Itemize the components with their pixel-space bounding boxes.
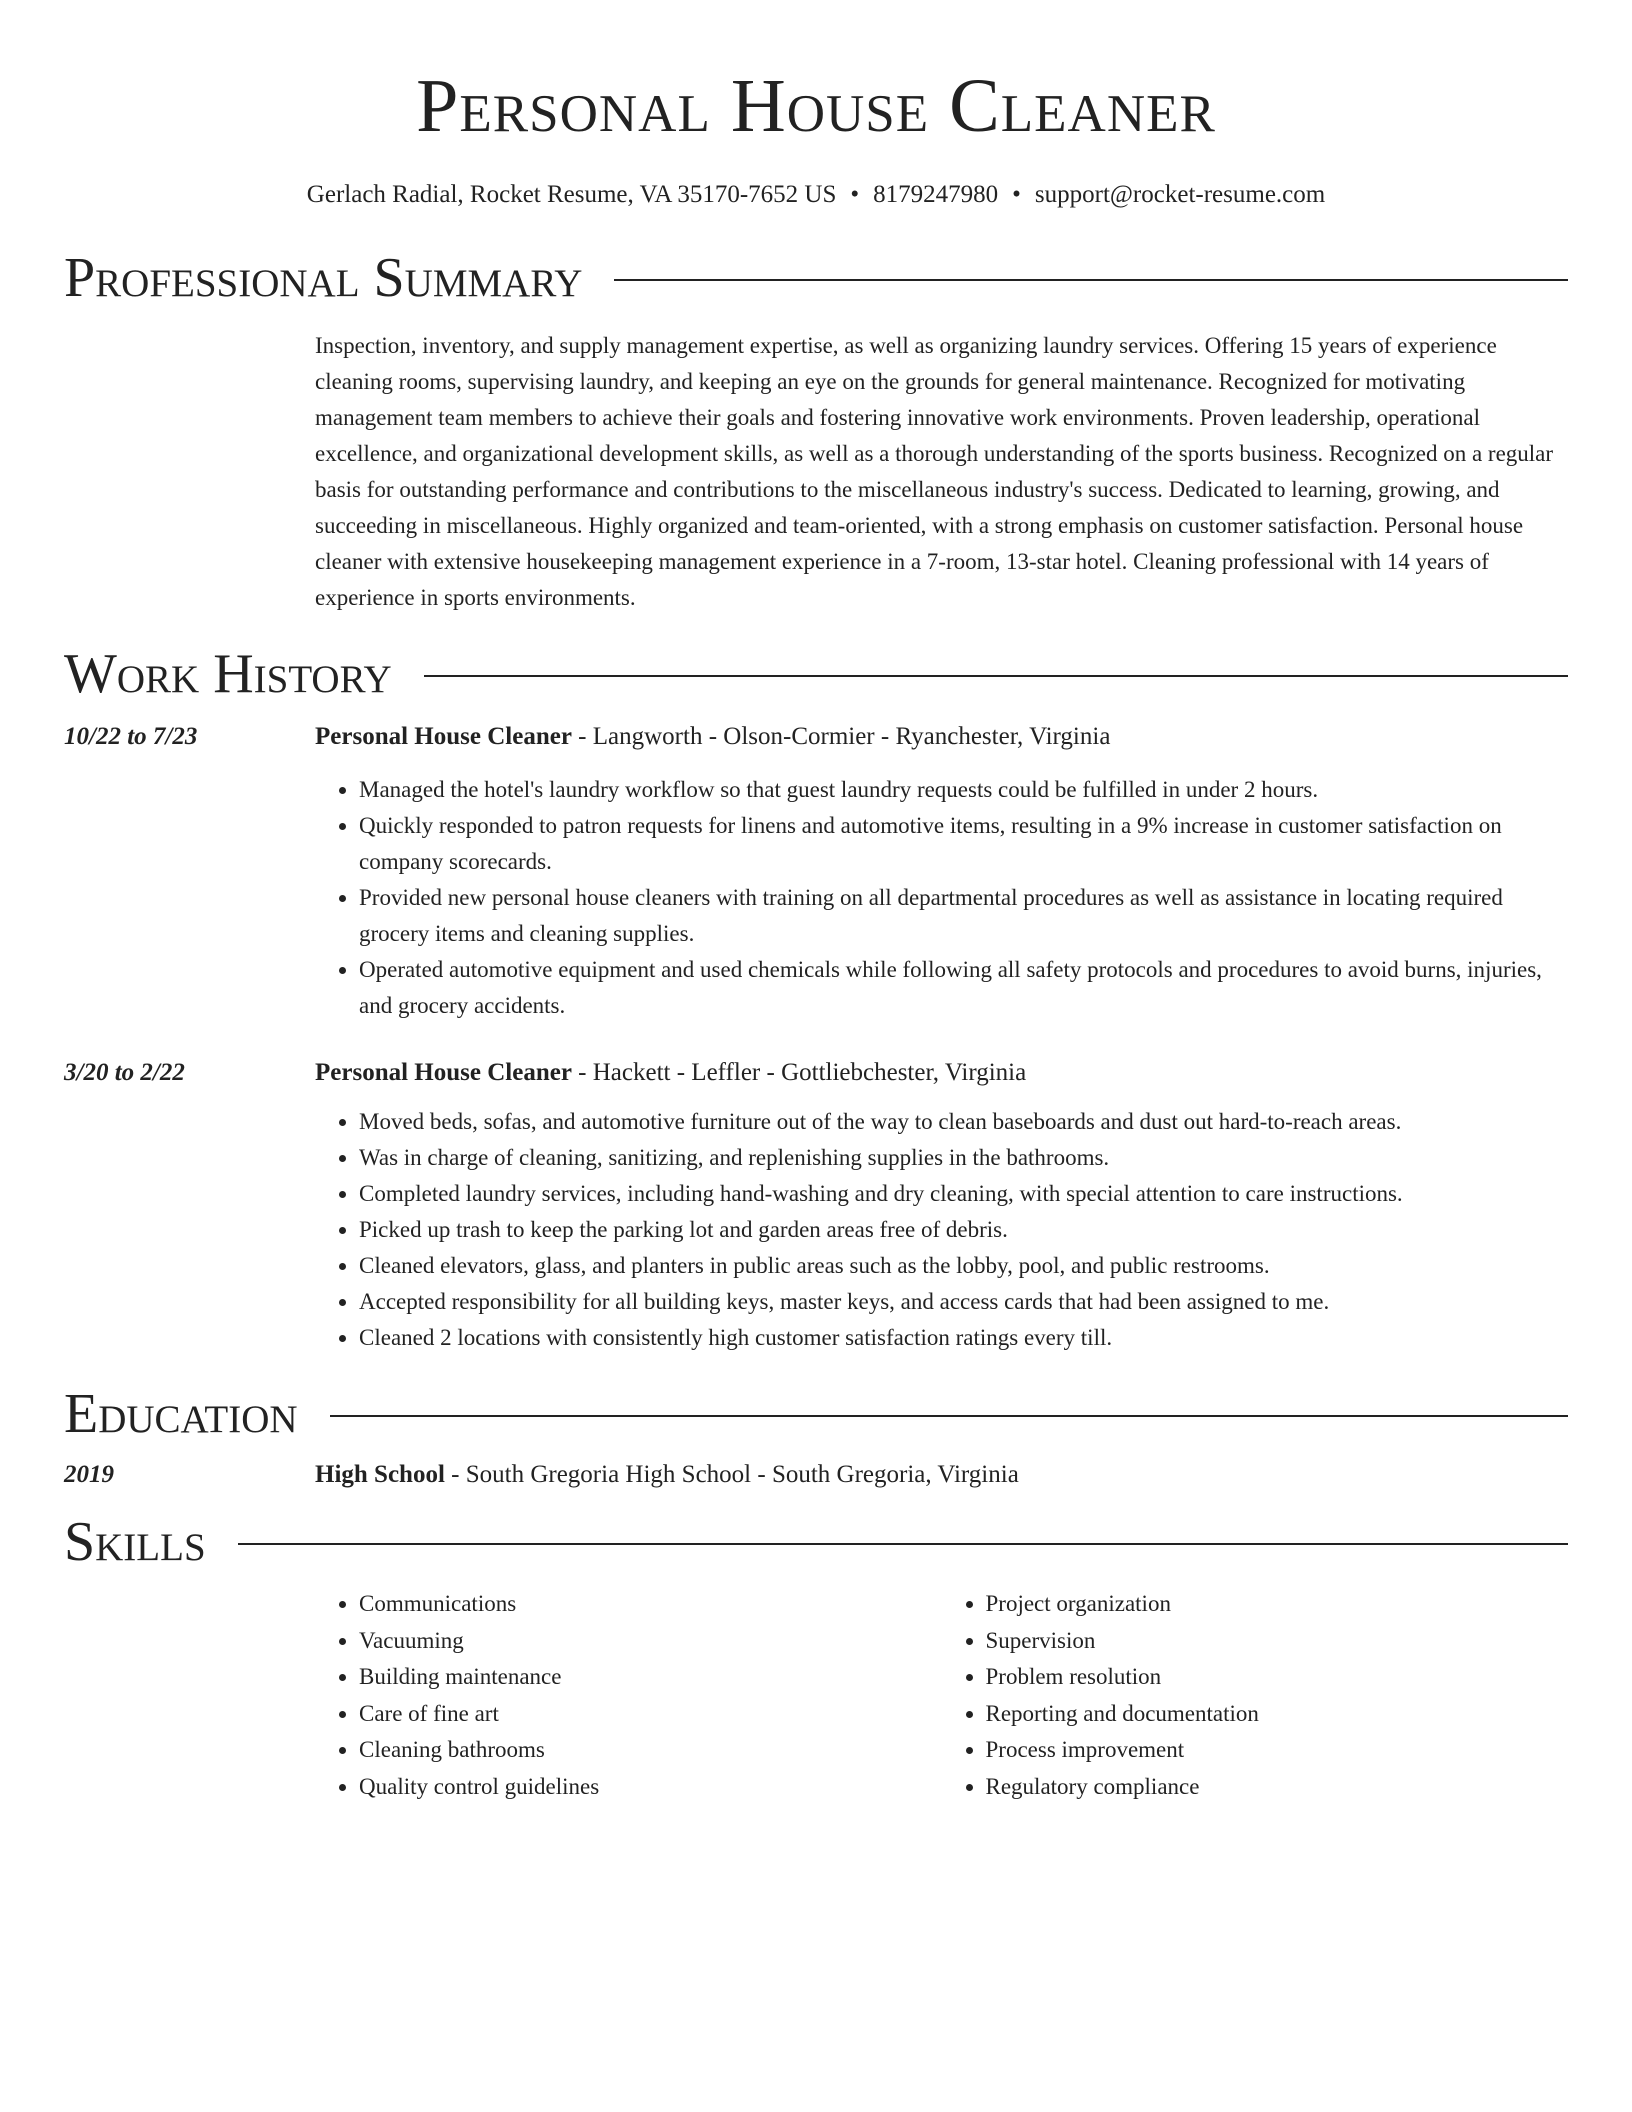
separator-dot: • xyxy=(850,181,860,208)
job-employer: - Langworth - Olson-Cormier - Ryanchester, Virginia xyxy=(571,723,1111,750)
skill-item: • Reporting and documentation xyxy=(986,1696,1569,1733)
skills-column-right xyxy=(942,1586,1569,1805)
job-duty: • Picked up trash to keep the parking lot and garden areas free of debris. xyxy=(359,1212,1568,1248)
job-entry xyxy=(64,1056,1568,1356)
education-entry xyxy=(64,1458,1568,1492)
job-dates: 3/20 to 2/22 xyxy=(64,1059,185,1086)
job-entry xyxy=(64,720,1568,1024)
job-duty: • Provided new personal house cleaners with training on all departmental procedures as well as assistance in locating required grocery items and cleaning supplies. xyxy=(359,880,1568,952)
separator-dot: • xyxy=(1012,181,1021,208)
contact-line xyxy=(64,178,1568,212)
work-heading: Work History xyxy=(64,643,392,705)
summary-text: Inspection, inventory, and supply management expertise, as well as organizing laundry services. Offering 15 years of experience cleaning rooms, supervising laundry, and keeping an eye on the grounds for general maintenance. Recognized for motivating management team members to achieve their goals and fostering innovative work environments. Proven leadership, operational excellence, and organizational development skills, as well as a thorough understanding of the sports business. Recognized on a regular basis for outstanding performance and contributions to the miscellaneous industry's success. Dedicated to learning, growing, and succeeding in miscellaneous. Highly organized and team-oriented, with a strong emphasis on customer satisfaction. Personal house cleaner with extensive housekeeping management experience in a 7-room, 13-star hotel. Cleaning professional with 14 years of experience in sports environments. xyxy=(315,333,1554,610)
skills-heading: Skills xyxy=(64,1511,206,1573)
skill-item: • Care of fine art xyxy=(359,1696,942,1733)
skill-item: • Vacuuming xyxy=(359,1623,942,1660)
job-heading xyxy=(315,1056,1568,1090)
job-duty: • Quickly responded to patron requests for linens and automotive items, resulting in a 9% increase in customer satisfaction on company scorecards. xyxy=(359,808,1568,880)
skills-list xyxy=(315,1586,1568,1805)
education-year: 2019 xyxy=(64,1461,114,1488)
education-body xyxy=(315,1458,1568,1492)
job-duty: • Completed laundry services, including hand-washing and dry cleaning, with special attention to care instructions. xyxy=(359,1176,1568,1212)
job-duty: • Accepted responsibility for all building keys, master keys, and access cards that had been assigned to me. xyxy=(359,1284,1568,1320)
job-employer: - Hackett - Leffler - Gottliebchester, Virginia xyxy=(571,1059,1027,1086)
education-heading: Education xyxy=(64,1383,298,1445)
section-divider xyxy=(424,675,1568,677)
job-title: Personal House Cleaner xyxy=(315,1059,572,1086)
skill-item: • Process improvement xyxy=(986,1732,1569,1769)
skill-item: • Cleaning bathrooms xyxy=(359,1732,942,1769)
job-duties-list xyxy=(315,772,1568,1024)
skills-column-left xyxy=(315,1586,942,1805)
candidate-name: Personal House Cleaner xyxy=(416,64,1216,148)
skill-item: • Supervision xyxy=(986,1623,1569,1660)
job-heading xyxy=(315,720,1568,754)
section-divider xyxy=(238,1543,1568,1545)
skill-item: • Problem resolution xyxy=(986,1659,1569,1696)
job-dates: 10/22 to 7/23 xyxy=(64,723,198,750)
job-duty: • Moved beds, sofas, and automotive furniture out of the way to clean baseboards and dust out hard-to-reach areas. xyxy=(359,1104,1568,1140)
contact-address: Gerlach Radial, Rocket Resume, VA 35170-7652 US xyxy=(306,181,837,208)
education-section-header xyxy=(64,1382,1568,1446)
education-school: - South Gregoria High School - South Gregoria, Virginia xyxy=(444,1461,1019,1488)
skill-item: • Regulatory compliance xyxy=(986,1769,1569,1806)
summary-section-header xyxy=(64,246,1568,310)
skill-item: • Quality control guidelines xyxy=(359,1769,942,1806)
job-duty: • Operated automotive equipment and used chemicals while following all safety protocols and procedures to avoid burns, injuries, and grocery accidents. xyxy=(359,952,1568,1024)
work-section-header xyxy=(64,642,1568,706)
skills-section-header xyxy=(64,1510,1568,1574)
education-degree: High School xyxy=(315,1461,445,1488)
job-duty: • Cleaned 2 locations with consistently high customer satisfaction ratings every till. xyxy=(359,1320,1568,1356)
education-heading-line xyxy=(315,1458,1568,1492)
contact-email[interactable]: support@rocket-resume.com xyxy=(1034,181,1326,208)
job-duty: • Managed the hotel's laundry workflow so that guest laundry requests could be fulfilled in under 2 hours. xyxy=(359,772,1568,808)
job-duty: • Was in charge of cleaning, sanitizing, and replenishing supplies in the bathrooms. xyxy=(359,1140,1568,1176)
skill-item: • Project organization xyxy=(986,1586,1569,1623)
job-duties-list xyxy=(315,1104,1568,1356)
job-body xyxy=(315,1056,1568,1356)
job-duty: • Cleaned elevators, glass, and planters in public areas such as the lobby, pool, and public restrooms. xyxy=(359,1248,1568,1284)
job-title: Personal House Cleaner xyxy=(315,723,572,750)
section-divider xyxy=(330,1415,1568,1417)
contact-phone: 8179247980 xyxy=(873,181,999,208)
job-body xyxy=(315,720,1568,1024)
section-divider xyxy=(614,279,1568,281)
skill-item: • Building maintenance xyxy=(359,1659,942,1696)
summary-heading: Professional Summary xyxy=(64,247,583,309)
skill-item: • Communications xyxy=(359,1586,942,1623)
